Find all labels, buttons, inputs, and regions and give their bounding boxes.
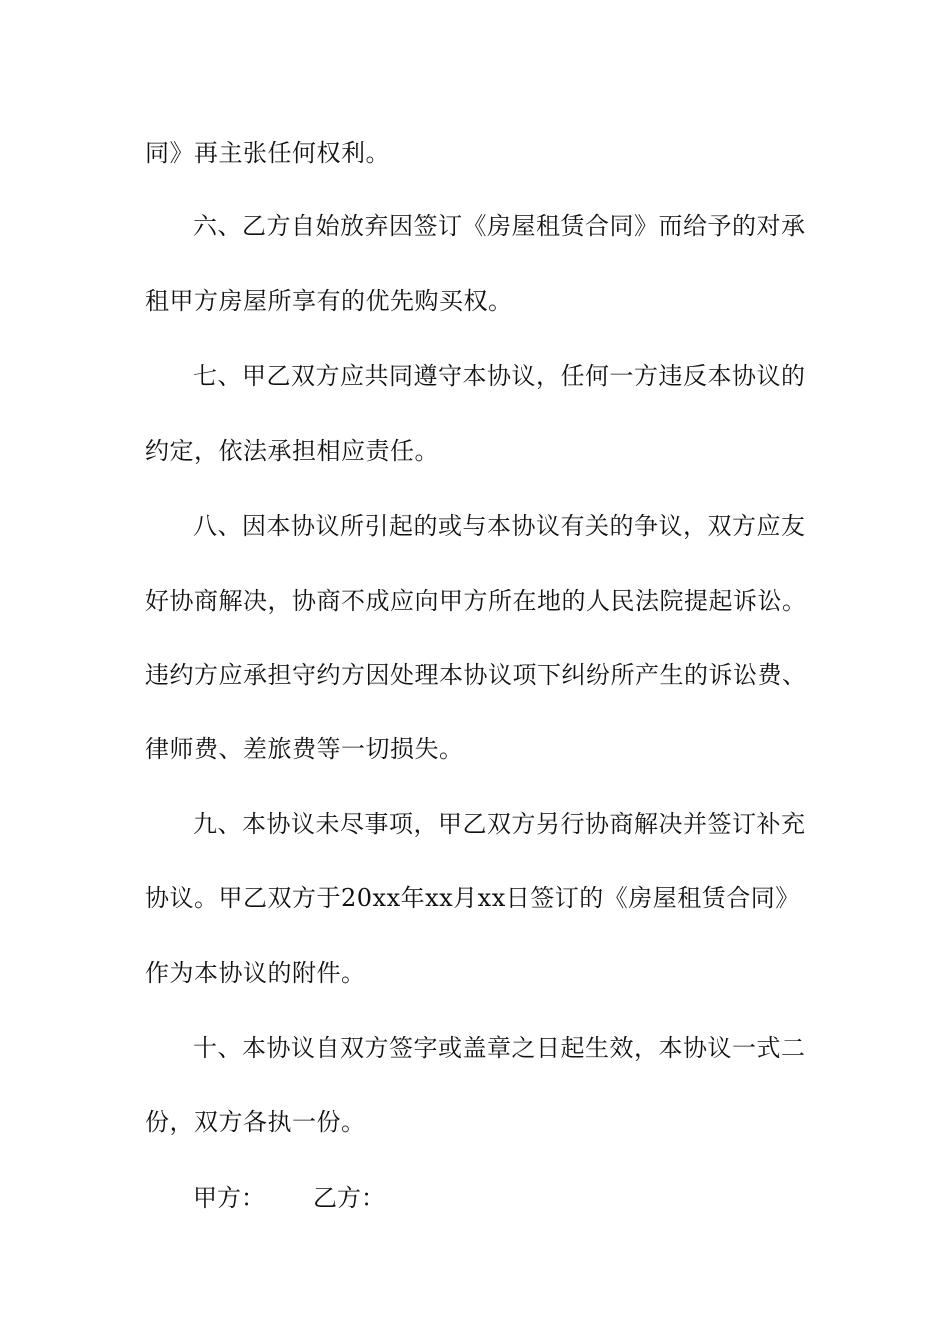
party-b-signature-label: 乙方： bbox=[313, 1184, 385, 1212]
clause-7-line-2: 约定，依法承担相应责任。 bbox=[145, 437, 439, 465]
clause-6-line-2: 租甲方房屋所享有的优先购买权。 bbox=[145, 287, 513, 315]
clause-10-line-2: 份，双方各执一份。 bbox=[145, 1108, 366, 1136]
clause-8-line-2: 好协商解决，协商不成应向甲方所在地的人民法院提起诉讼。 bbox=[145, 587, 807, 615]
clause-8-line-3: 违约方应承担守约方因处理本协议项下纠纷所产生的诉讼费、 bbox=[145, 661, 807, 689]
clause-7-line-1: 七、甲乙双方应共同遵守本协议，任何一方违反本协议的 bbox=[193, 362, 806, 390]
clause-9-line-1: 九、本协议未尽事项，甲乙双方另行协商解决并签订补充 bbox=[193, 810, 806, 838]
clause-6-line-1: 六、乙方自始放弃因签订《房屋租赁合同》而给予的对承 bbox=[193, 212, 806, 240]
party-a-signature-label: 甲方： bbox=[193, 1184, 265, 1212]
clause-8-line-4: 律师费、差旅费等一切损失。 bbox=[145, 735, 464, 763]
clause-8-line-1: 八、因本协议所引起的或与本协议有关的争议，双方应友 bbox=[193, 512, 806, 540]
text-line-1: 同》再主张任何权利。 bbox=[145, 139, 390, 167]
clause-9-line-3: 作为本协议的附件。 bbox=[145, 959, 366, 987]
clause-10-line-1: 十、本协议自双方签字或盖章之日起生效，本协议一式二 bbox=[193, 1034, 806, 1062]
clause-9-line-2: 协议。甲乙双方于20xx年xx月xx日签订的《房屋租赁合同》 bbox=[145, 884, 800, 912]
